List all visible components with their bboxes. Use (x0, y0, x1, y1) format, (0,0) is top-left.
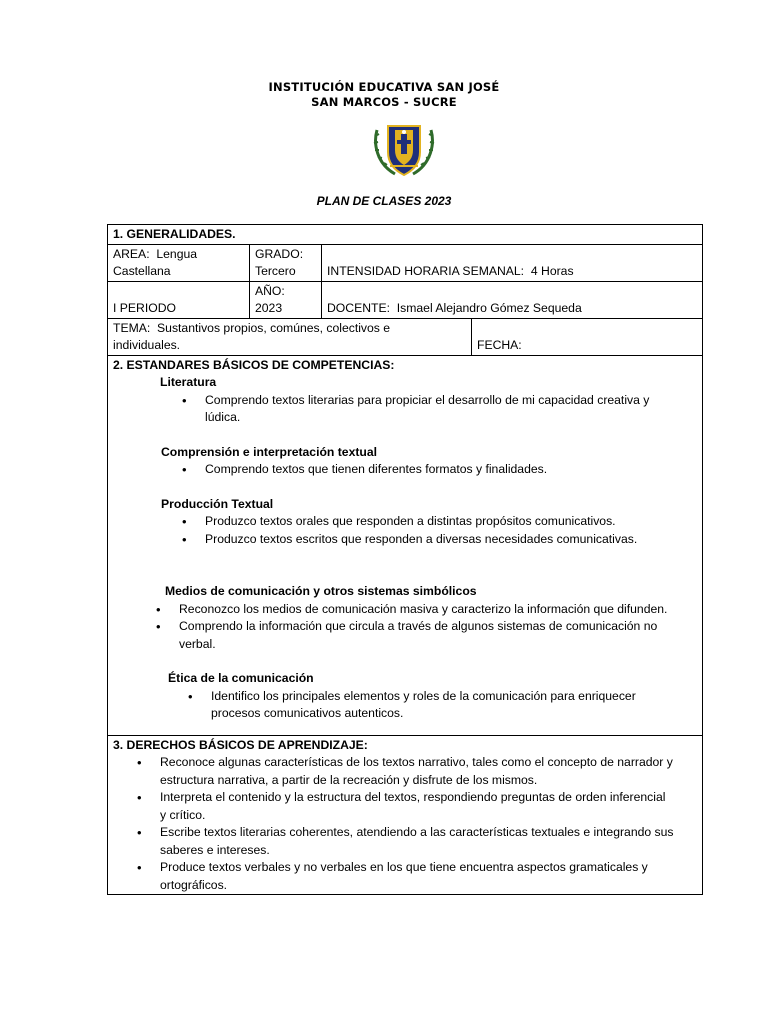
list-item: • Comprendo la información que circula a través de algunos sistemas de comunicación no (179, 618, 697, 636)
section-dba-title: 3. DERECHOS BÁSICOS DE APRENDIZAJE: (113, 737, 368, 752)
list-item (160, 754, 697, 789)
list-item-continuation: procesos comunicativos autenticos. (211, 706, 404, 720)
list-item: • Reconozco los medios de comunicación masiva y caracterizo la información que difunden. (179, 601, 697, 619)
estandar-list-comprension (205, 461, 697, 479)
dba-item-line2: saberes e intereses. (160, 842, 270, 857)
section-generalidades-title: 1. GENERALIDADES. (108, 225, 703, 245)
dba-item-line1: • Produce textos verbales y no verbales en los que tiene encuentra aspectos gramaticales y (160, 860, 648, 874)
docente-label: DOCENTE: (327, 301, 390, 315)
estandar-heading-medios: Medios de comunicación y otros sistemas simbólicos (165, 584, 477, 598)
area-value-line2: Castellana (113, 264, 171, 278)
estandar-list-literatura (205, 392, 697, 427)
area-label: AREA: (113, 246, 150, 261)
dba-item-line2: ortográficos. (160, 877, 228, 892)
docente-cell (322, 281, 703, 318)
grado-label: GRADO: (255, 246, 304, 261)
section-estandares-title: 2. ESTANDARES BÁSICOS DE COMPETENCIAS: (113, 357, 395, 372)
school-name: INSTITUCIÓN EDUCATIVA SAN JOSÉ (268, 80, 500, 94)
list-item: • Produzco textos escritos que responden a diversas necesidades comunicativas. (205, 531, 697, 549)
dba-list (160, 754, 697, 894)
dba-item-line1: • Reconoce algunas características de los textos narrativo, tales como el concepto de narrador y (160, 755, 673, 769)
plan-title: PLAN DE CLASES 2023 (316, 194, 452, 208)
dba-item-line1: • Escribe textos literarias coherentes, atendiendo a las características textuales e integrando sus (160, 825, 674, 839)
dba-item-line1: • Interpreta el contenido y la estructura del textos, respondiendo preguntas de orden inferencial (160, 790, 666, 804)
ano-cell (250, 281, 322, 318)
estandar-heading-produccion: Producción Textual (161, 496, 274, 511)
school-header (0, 80, 768, 110)
intensidad-cell (322, 244, 703, 281)
list-item (160, 824, 697, 859)
intensidad-label: INTENSIDAD HORARIA SEMANAL: (327, 264, 525, 278)
school-crest-logo (373, 120, 435, 178)
tema-value-line2: individuales. (113, 338, 181, 352)
dba-cell (108, 735, 703, 895)
estandar-list-medios (179, 601, 697, 654)
list-item (160, 789, 697, 824)
tema-value-line1: Sustantivos propios, comúnes, colectivos e (157, 320, 391, 335)
list-item (160, 859, 697, 894)
ano-label: AÑO: (255, 283, 285, 298)
estandar-heading-comprension: Comprensión e interpretación textual (161, 444, 378, 459)
dba-item-line2: y crítico. (160, 807, 206, 822)
list-item: • Comprendo textos literarias para propiciar el desarrollo de mi capacidad creativa y (205, 392, 697, 410)
class-plan-table (107, 224, 703, 895)
estandar-list-produccion (205, 513, 697, 548)
ano-value: 2023 (255, 301, 283, 315)
grado-cell (250, 244, 322, 281)
list-item: • Identifico los principales elementos y roles de la comunicación para enriquecer (211, 688, 697, 706)
estandar-list-etica (211, 688, 697, 723)
grado-value: Tercero (255, 264, 296, 278)
periodo-cell: I PERIODO (108, 281, 250, 318)
list-item-continuation: verbal. (179, 636, 216, 651)
list-item-continuation: lúdica. (205, 410, 241, 424)
area-value-line1: Lengua (156, 246, 198, 261)
list-item: • Comprendo textos que tienen diferentes formatos y finalidades. (205, 461, 697, 479)
fecha-label: FECHA: (477, 338, 522, 352)
estandar-heading-etica: Ética de la comunicación (168, 671, 314, 685)
docente-value: Ismael Alejandro Gómez Sequeda (396, 301, 582, 315)
school-location: SAN MARCOS - SUCRE (311, 95, 457, 109)
estandar-heading-literatura: Literatura (160, 375, 217, 389)
dba-item-line2: estructura narrativa, a partir de la recreación y disfrute de los mismos. (160, 772, 538, 787)
fecha-cell (472, 318, 703, 355)
intensidad-value: 4 Horas (530, 264, 574, 278)
area-cell (108, 244, 250, 281)
tema-cell (108, 318, 472, 355)
estandares-cell (108, 355, 703, 735)
tema-label: TEMA: (113, 320, 151, 335)
list-item: • Produzco textos orales que responden a distintas propósitos comunicativos. (205, 513, 697, 531)
